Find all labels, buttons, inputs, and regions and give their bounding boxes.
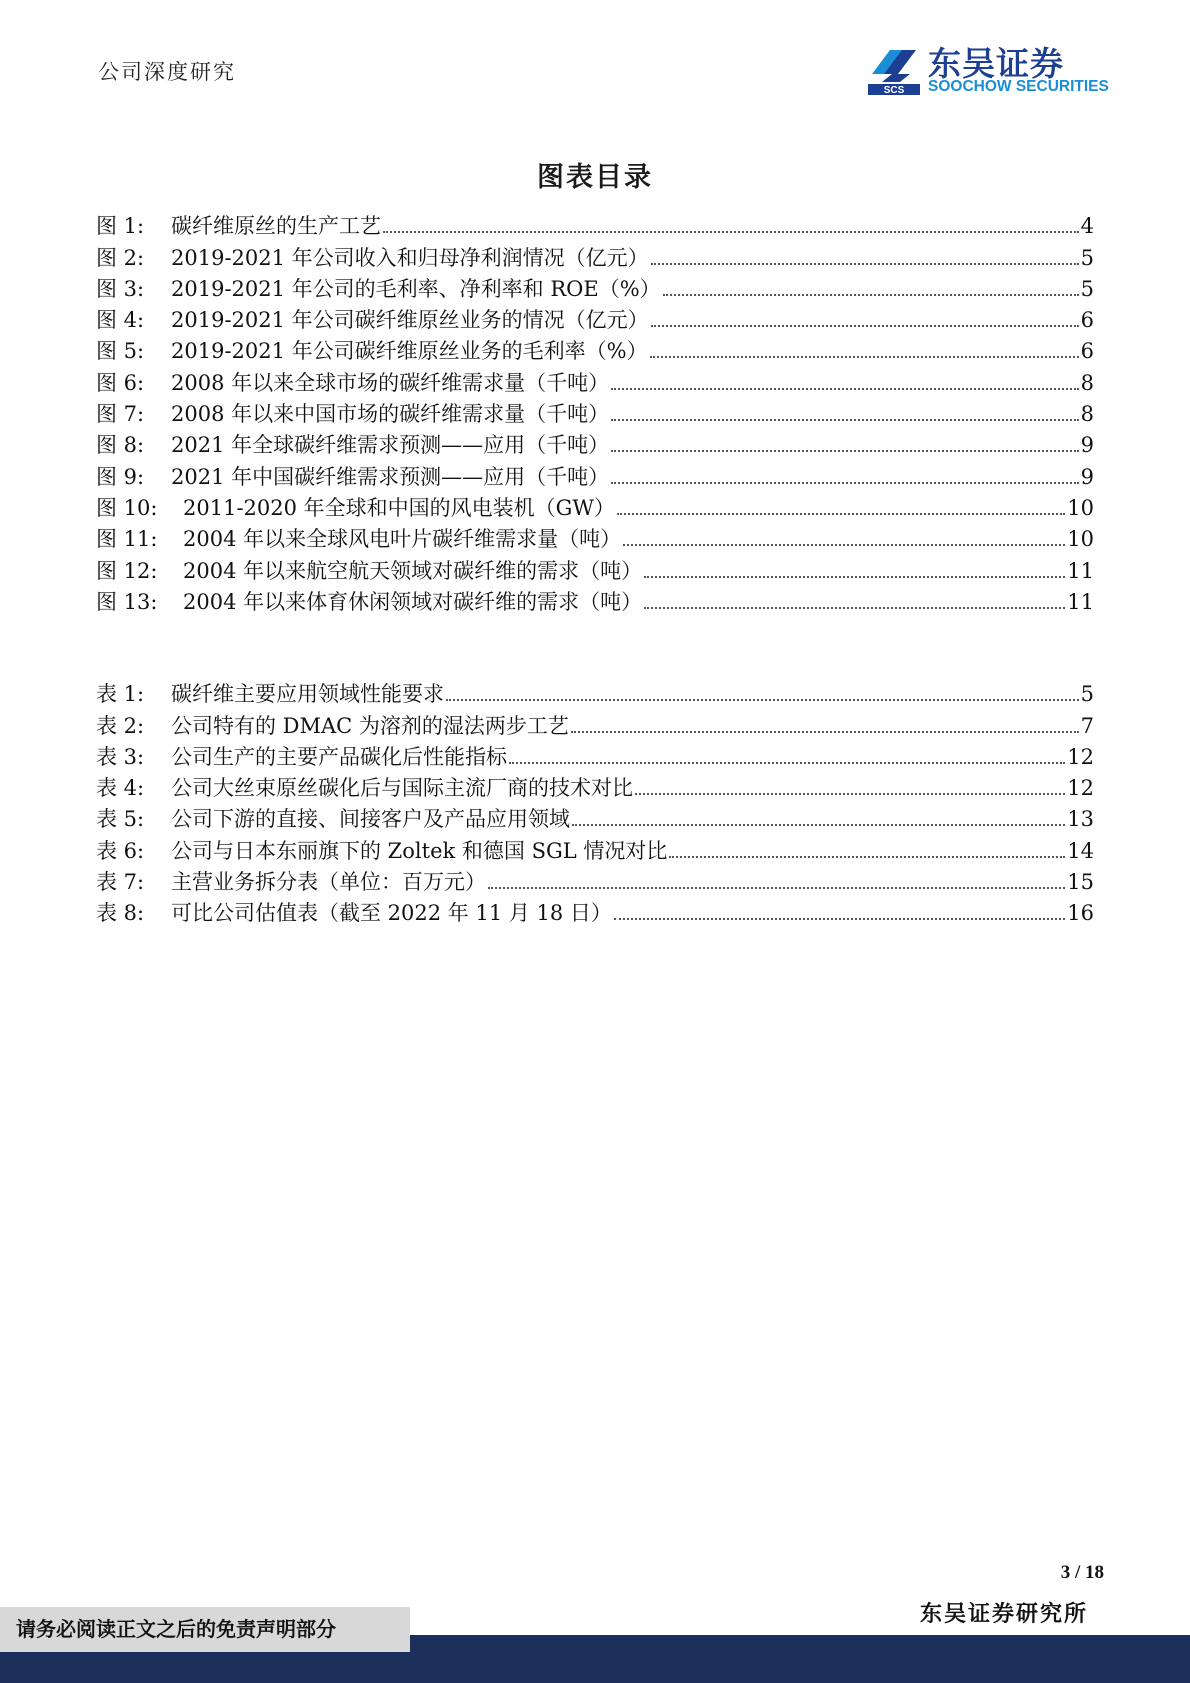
toc-entry-title: 2019-2021 年公司碳纤维原丝业务的情况（亿元） (171, 308, 649, 333)
toc-entry-number: 表 6: (96, 838, 145, 863)
scs-logo-icon (866, 44, 922, 98)
toc-leader-dots (614, 918, 1065, 920)
toc-entry-page: 10 (1067, 495, 1094, 520)
figure-toc-entry[interactable] (96, 426, 1094, 457)
table-toc-entry[interactable] (96, 769, 1094, 800)
toc-entry-page: 6 (1080, 339, 1094, 364)
toc-leader-dots (488, 887, 1065, 889)
toc-entry-number: 图 8: (96, 433, 145, 458)
logo-chinese-name: 东吴证券 (928, 44, 1064, 83)
toc-entry-page: 4 (1080, 214, 1094, 239)
toc-entry-page: 11 (1067, 558, 1094, 583)
toc-entry-title: 公司生产的主要产品碳化后性能指标 (171, 744, 507, 769)
toc-entry-title: 2004 年以来航空航天领域对碳纤维的需求（吨） (183, 558, 643, 583)
figure-toc-entry[interactable] (96, 301, 1094, 332)
figure-toc-entry[interactable] (96, 363, 1094, 394)
toc-entry-number: 图 4: (96, 308, 145, 333)
toc-leader-dots (611, 450, 1079, 452)
toc-entry-number: 表 3: (96, 744, 145, 769)
toc-entry-page: 16 (1067, 901, 1094, 926)
toc-leader-dots (663, 294, 1079, 296)
toc-leader-dots (509, 762, 1065, 764)
toc-entry-title: 2021 年中国碳纤维需求预测——应用（千吨） (171, 464, 610, 489)
toc-entry-page: 15 (1067, 870, 1094, 895)
company-logo (866, 42, 1109, 98)
toc-entry-number: 图 2: (96, 245, 145, 270)
toc-entry-number: 图 1: (96, 214, 145, 239)
toc-entry-number: 图 3: (96, 276, 145, 301)
page-title: 图表目录 (537, 162, 653, 193)
toc-entry-number: 图 11: (96, 527, 158, 552)
toc-entry-title: 2004 年以来全球风电叶片碳纤维需求量（吨） (183, 527, 622, 552)
table-list (96, 675, 1094, 925)
toc-entry-title: 公司大丝束原丝碳化后与国际主流厂商的技术对比 (171, 776, 633, 801)
toc-entry-title: 碳纤维主要应用领域性能要求 (171, 682, 444, 707)
logo-mark-text: SCS (883, 85, 905, 96)
toc-entry-number: 表 7: (96, 870, 145, 895)
figure-toc-entry[interactable] (96, 583, 1094, 614)
toc-entry-number: 图 7: (96, 402, 145, 427)
toc-entry-title: 2019-2021 年公司碳纤维原丝业务的毛利率（%） (171, 339, 648, 364)
toc-entry-title: 2004 年以来体育休闲领域对碳纤维的需求（吨） (183, 589, 643, 614)
toc-leader-dots (669, 856, 1065, 858)
toc-entry-number: 图 6: (96, 370, 145, 395)
figure-toc-entry[interactable] (96, 520, 1094, 551)
toc-entry-page: 9 (1080, 464, 1094, 489)
toc-entry-page: 14 (1067, 838, 1094, 863)
toc-entry-page: 9 (1080, 433, 1094, 458)
toc-leader-dots (611, 419, 1079, 421)
table-toc-entry[interactable] (96, 894, 1094, 925)
table-toc-entry[interactable] (96, 675, 1094, 706)
section-label: 公司深度研究 (98, 60, 236, 84)
toc-leader-dots (651, 263, 1079, 265)
toc-entry-title: 可比公司估值表（截至 2022 年 11 月 18 日） (171, 901, 612, 926)
figure-toc-entry[interactable] (96, 270, 1094, 301)
toc-entry-number: 表 4: (96, 776, 145, 801)
toc-entry-title: 公司与日本东丽旗下的 Zoltek 和德国 SGL 情况对比 (171, 838, 668, 863)
toc-entry-page: 10 (1067, 527, 1094, 552)
figure-list (96, 207, 1094, 614)
toc-entry-title: 碳纤维原丝的生产工艺 (171, 214, 381, 239)
toc-leader-dots (383, 231, 1079, 233)
toc-leader-dots (446, 699, 1079, 701)
table-toc-entry[interactable] (96, 863, 1094, 894)
figure-toc-entry[interactable] (96, 457, 1094, 488)
disclaimer-note: 请务必阅读正文之后的免责声明部分 (0, 1607, 410, 1652)
toc-entry-number: 图 9: (96, 464, 145, 489)
toc-entry-page: 5 (1080, 276, 1094, 301)
toc-leader-dots (644, 607, 1065, 609)
figure-toc-entry[interactable] (96, 395, 1094, 426)
toc-entry-title: 2019-2021 年公司收入和归母净利润情况（亿元） (171, 245, 649, 270)
toc-entry-title: 主营业务拆分表（单位：百万元） (171, 870, 486, 895)
toc-entry-number: 图 5: (96, 339, 145, 364)
toc-leader-dots (650, 356, 1079, 358)
figure-toc-entry[interactable] (96, 332, 1094, 363)
figure-toc-entry[interactable] (96, 489, 1094, 520)
toc-entry-page: 12 (1067, 776, 1094, 801)
toc-entry-number: 表 8: (96, 901, 145, 926)
toc-entry-title: 2011-2020 年全球和中国的风电装机（GW） (183, 495, 616, 520)
toc-entry-page: 7 (1080, 713, 1094, 738)
page-number: 3 / 18 (1060, 1562, 1104, 1583)
figure-toc-entry[interactable] (96, 207, 1094, 238)
toc-entry-number: 图 12: (96, 558, 158, 583)
toc-entry-title: 2019-2021 年公司的毛利率、净利率和 ROE（%） (171, 276, 661, 301)
toc-leader-dots (571, 731, 1079, 733)
figure-toc-entry[interactable] (96, 551, 1094, 582)
toc-leader-dots (611, 388, 1079, 390)
toc-entry-page: 8 (1080, 370, 1094, 395)
table-toc-entry[interactable] (96, 800, 1094, 831)
toc-entry-title: 公司特有的 DMAC 为溶剂的湿法两步工艺 (171, 713, 569, 738)
toc-leader-dots (623, 544, 1065, 546)
toc-leader-dots (644, 576, 1065, 578)
toc-leader-dots (651, 325, 1079, 327)
toc-entry-title: 2021 年全球碳纤维需求预测——应用（千吨） (171, 433, 610, 458)
toc-entry-number: 图 10: (96, 495, 158, 520)
toc-entry-title: 公司下游的直接、间接客户及产品应用领域 (171, 807, 570, 832)
toc-entry-number: 表 5: (96, 807, 145, 832)
toc-entry-page: 12 (1067, 744, 1094, 769)
figure-toc-entry[interactable] (96, 238, 1094, 269)
toc-leader-dots (572, 824, 1065, 826)
toc-leader-dots (617, 513, 1065, 515)
toc-entry-page: 5 (1080, 682, 1094, 707)
table-toc-entry[interactable] (96, 706, 1094, 737)
toc-entry-number: 表 2: (96, 713, 145, 738)
toc-entry-title: 2008 年以来中国市场的碳纤维需求量（千吨） (171, 402, 610, 427)
toc-leader-dots (611, 482, 1079, 484)
toc-entry-title: 2008 年以来全球市场的碳纤维需求量（千吨） (171, 370, 610, 395)
toc-leader-dots (635, 793, 1065, 795)
toc-entry-number: 图 13: (96, 589, 158, 614)
logo-english-name: SOOCHOW SECURITIES (928, 78, 1109, 95)
table-toc-entry[interactable] (96, 738, 1094, 769)
toc-entry-page: 8 (1080, 402, 1094, 427)
toc-entry-number: 表 1: (96, 682, 145, 707)
toc-entry-page: 5 (1080, 245, 1094, 270)
toc-entry-page: 6 (1080, 308, 1094, 333)
toc-entry-page: 13 (1067, 807, 1094, 832)
table-toc-entry[interactable] (96, 831, 1094, 862)
toc-entry-page: 11 (1067, 589, 1094, 614)
footer-organization: 东吴证券研究所 (919, 1601, 1088, 1627)
